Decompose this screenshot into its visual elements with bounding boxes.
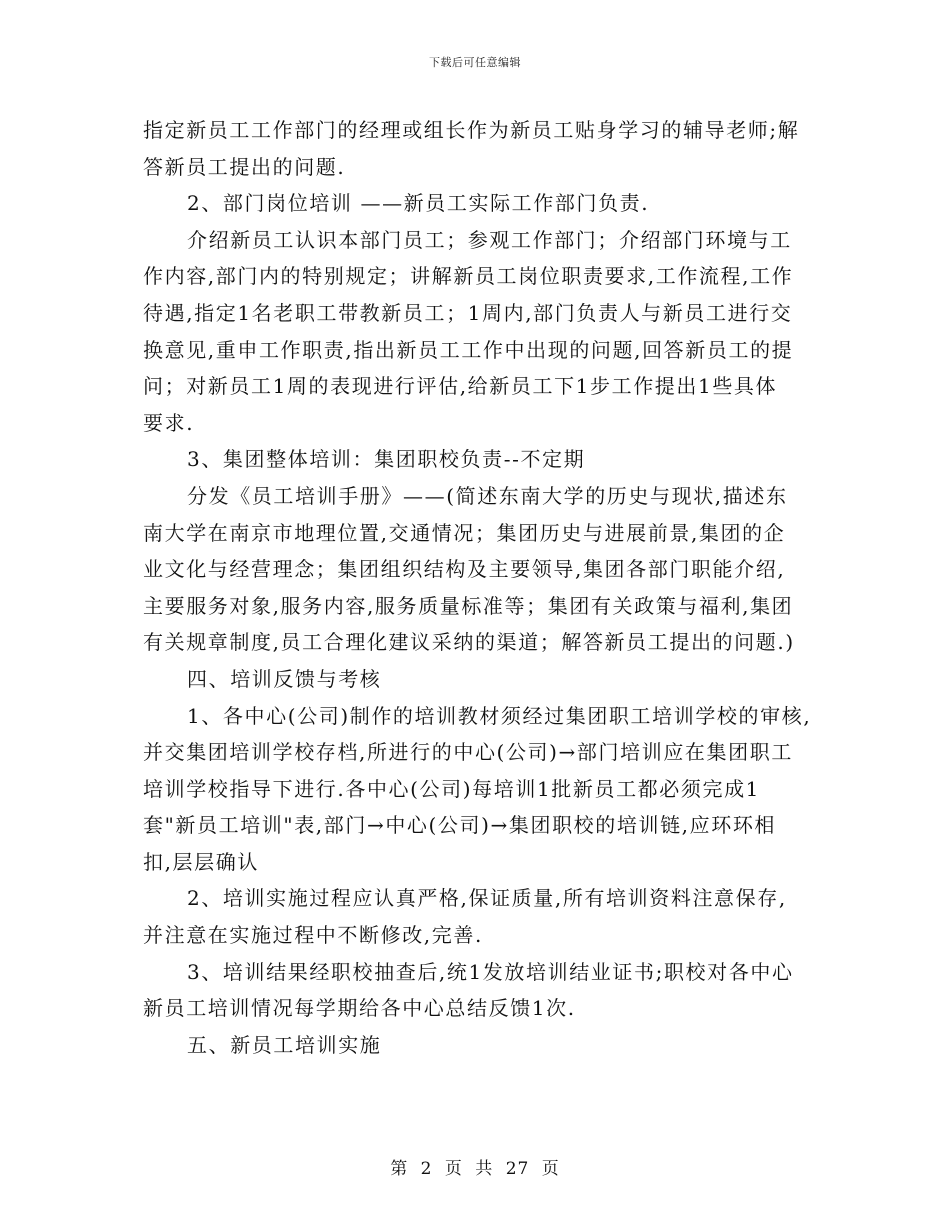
page-number-footer	[0, 1154, 950, 1179]
body-line: 介绍新员工认识本部门员工；参观工作部门；介绍部门环境与工	[187, 227, 792, 252]
body-line: 业文化与经营理念；集团组织结构及主要领导,集团各部门职能介绍,	[143, 557, 786, 582]
body-line: 并注意在实施过程中不断修改,完善.	[143, 923, 483, 948]
body-line: 2、培训实施过程应认真严格,保证质量,所有培训资料注意保存,	[187, 886, 787, 911]
section-heading: 五、新员工培训实施	[187, 1032, 382, 1057]
body-line: 有关规章制度,员工合理化建议采纳的渠道；解答新员工提出的问题.)	[143, 630, 795, 655]
section-heading: 四、培训反馈与考核	[187, 666, 382, 691]
body-line: 换意见,重申工作职责,指出新员工工作中出现的问题,回答新员工的提	[143, 337, 794, 362]
body-line: 分发《员工培训手册》——(简述东南大学的历史与现状,描述东	[187, 483, 788, 508]
body-line: 1、各中心(公司)制作的培训教材须经过集团职工培训学校的审核,	[187, 703, 812, 728]
section-heading: 3、集团整体培训：集团职校负责--不定期	[187, 447, 586, 472]
body-line: 南大学在南京市地理位置,交通情况；集团历史与进展前景,集团的企	[143, 520, 786, 545]
total-page-count: 27	[505, 1159, 530, 1179]
body-line: 培训学校指导下进行.各中心(公司)每培训1批新员工都必须完成1	[143, 776, 761, 801]
body-line: 扣,层层确认	[143, 849, 259, 874]
document-body	[143, 112, 833, 1063]
body-line: 新员工培训情况每学期给各中心总结反馈1次.	[143, 996, 576, 1021]
current-page-number: 2	[420, 1159, 433, 1179]
body-line: 3、培训结果经职校抽查后,统1发放培训结业证书;职校对各中心	[187, 959, 794, 984]
body-line: 待遇,指定1名老职工带教新员工；1周内,部门负责人与新员工进行交	[143, 300, 793, 325]
footer-prefix: 第	[390, 1159, 409, 1179]
footer-suffix: 页	[541, 1159, 560, 1179]
section-heading: 2、部门岗位培训 ——新员工实际工作部门负责.	[187, 191, 650, 216]
body-line: 指定新员工工作部门的经理或组长作为新员工贴身学习的辅导老师;解	[143, 118, 800, 142]
page-header-note: 下载后可任意编辑	[429, 56, 521, 69]
footer-total-word: 共	[475, 1159, 494, 1179]
body-line: 主要服务对象,服务内容,服务质量标准等；集团有关政策与福利,集团	[143, 593, 794, 618]
body-line: 问；对新员工1周的表现进行评估,给新员工下1步工作提出1些具体	[143, 374, 778, 399]
body-line: 答新员工提出的问题.	[143, 154, 346, 179]
footer-page-word: 页	[444, 1159, 463, 1179]
body-line: 套"新员工培训"表,部门→中心(公司)→集团职校的培训链,应环环相	[143, 813, 777, 838]
body-line: 并交集团培训学校存档,所进行的中心(公司)→部门培训应在集团职工	[143, 740, 793, 765]
body-line: 作内容,部门内的特别规定；讲解新员工岗位职责要求,工作流程,工作	[143, 264, 794, 289]
body-line: 要求.	[143, 410, 195, 435]
